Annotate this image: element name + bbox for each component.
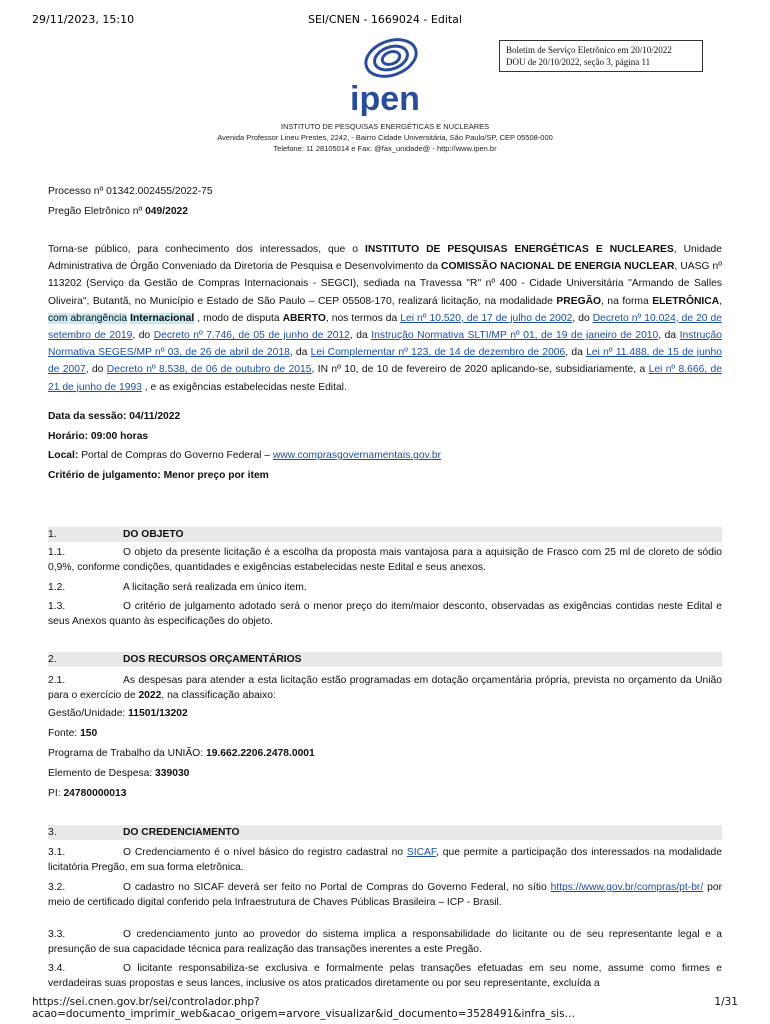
budget-gestao: Gestão/Unidade: 11501/13202 bbox=[48, 708, 188, 719]
paragraph-3-2: 3.2. O cadastro no SICAF deverá ser feito no Portal de Compras do Governo Federal, no sítio https://www.gov.br/compras/pt-br/ por meio de certificado digital conferido pela Infraestrutura de Chaves Públicas Brasileira – ICP - Brasil. bbox=[48, 882, 723, 909]
link-lc-123[interactable]: Lei Complementar nº 123, de 14 de dezembro de 2006 bbox=[310, 347, 566, 359]
institution-phone: Telefone: 11 28105014 e Fax: @fax_unidade@ - http://www.ipen.br bbox=[273, 144, 497, 153]
paragraph-1-2: 1.2. A licitação será realizada em único item. bbox=[48, 582, 307, 593]
link-lei-11488[interactable]: Lei nº 11.488, de 15 de junho de 2007 bbox=[48, 347, 722, 376]
link-sicaf[interactable]: SICAF bbox=[406, 847, 437, 858]
boletim-line-1: Boletim de Serviço Eletrônico em 20/10/2022 bbox=[506, 45, 672, 55]
footer-page-number: 1/31 bbox=[714, 996, 738, 1008]
session-date: Data da sessão: 04/11/2022 bbox=[48, 411, 181, 422]
processo-number: Processo nº 01342.002455/2022-75 bbox=[48, 186, 213, 197]
budget-programa: Programa de Trabalho da UNIÃO: 19.662.2206.2478.0001 bbox=[48, 748, 315, 759]
paragraph-3-4: 3.4. O licitante responsabiliza-se exclusiva e formalmente pelas transações efetuadas em seu nome, assume como firmes e verdadeiras suas propostas e seus lances, inclusive os atos praticados diretamente ou por seu representante, excluída a bbox=[48, 963, 722, 990]
budget-elemento: Elemento de Despesa: 339030 bbox=[48, 768, 190, 779]
link-decreto-8538[interactable]: Decreto nº 8.538, de 06 de outubro de 2015 bbox=[106, 364, 312, 376]
link-in-sltl-01[interactable]: Instrução Normativa SLTI/MP nº 01, de 19 de janeiro de 2010 bbox=[371, 330, 659, 342]
process-block bbox=[48, 184, 722, 220]
pregao-number: Pregão Eletrônico nº 049/2022 bbox=[48, 205, 189, 217]
session-block bbox=[48, 407, 722, 485]
section-header-2: 2. DOS RECURSOS ORÇAMENTÁRIOS bbox=[48, 652, 722, 667]
highlight-abrangencia: com abrangência bbox=[48, 312, 128, 324]
link-decreto-7746[interactable]: Decreto nº 7.746, de 05 de junho de 2012 bbox=[153, 330, 350, 342]
intro-paragraph: Torna-se público, para conhecimento dos interessados, que o INSTITUTO DE PESQUISAS ENERGÉTICAS E NUCLEARES, Unidade Administrativa de Órgão Conveniado da Diretoria de Pesquisa e Desenvolvimento da COMISSÃO NACIONAL DE ENERGIA NUCLEAR, UASG nº 113202 (Serviço da Gestão de Compras Internacionais - SEGCI), sediada na Travessa "R" nº 400 - Cidade Universitária "Armando de Salles Oliveira", Butantã, no Município e Estado de São Paulo – CEP 05508-170, realizará licitação, na modalidade PREGÃO, na forma ELETRÔNICA, com abrangência Internacional , modo de disputa ABERTO, nos termos da Lei nº 10.520, de 17 de julho de 2002, do Decreto nº 10.024, de 20 de setembro de 2019, do Decreto nº 7.746, de 05 de junho de 2012, da Instrução Normativa SLTI/MP nº 01, de 19 de janeiro de 2010, da Instrução Normativa SEGES/MP nº 03, de 26 de abril de 2018, da Lei Complementar nº 123, de 14 de dezembro de 2006, da Lei nº 11.488, de 15 de junho de 2007, do Decreto nº 8.538, de 06 de outubro de 2015, IN nº 10, de 10 de fevereiro de 2020 aplicando-se, subsidiariamente, a Lei nº 8.666, de 21 de junho de 1993 , e as exigências estabelecidas neste Edital. bbox=[48, 244, 723, 393]
highlight-internacional: Internacional bbox=[130, 312, 195, 324]
logo-text: ipen bbox=[350, 80, 420, 116]
print-datetime: 29/11/2023, 15:10 bbox=[32, 13, 135, 26]
institution-block bbox=[0, 121, 770, 154]
session-local: Local: Portal de Compras do Governo Federal – www.comprasgovernamentais.gov.br bbox=[48, 450, 442, 461]
boletim-box bbox=[499, 40, 703, 72]
footer-url: https://sei.cnen.gov.br/sei/controlador.php?acao=documento_imprimir_web&acao_origem=arvore_visualizar&id_documento=3528491&infra_sis… bbox=[32, 996, 576, 1020]
institution-address: Avenida Professor Lineu Prestes, 2242, - Bairro Cidade Universitária, São Paulo/SP, CEP 05508-000 bbox=[217, 133, 553, 142]
session-time: Horário: 09:00 horas bbox=[48, 430, 149, 442]
link-lei-8666[interactable]: Lei nº 8.666, de 21 de junho de 1993 bbox=[48, 364, 722, 393]
paragraph-3-1: 3.1. O Credenciamento é o nível básico do registro cadastral no SICAF, que permite a participação dos interessados na modalidade licitatória Pregão, em sua forma eletrônica. bbox=[48, 847, 722, 874]
print-title: SEI/CNEN - 1669024 - Edital bbox=[308, 13, 462, 26]
boletim-line-2: DOU de 20/10/2022, seção 3, página 11 bbox=[506, 57, 651, 67]
paragraph-1-1: 1.1. O objeto da presente licitação é a escolha da proposta mais vantajosa para a aquisição de Frasco com 25 ml de cloreto de sódio 0,9%, conforme condições, quantidades e exigências estabelecidas neste Edital e seus anexos. bbox=[48, 547, 722, 574]
ipen-logo bbox=[335, 36, 435, 116]
link-gov-compras[interactable]: https://www.gov.br/compras/pt-br/ bbox=[550, 882, 704, 893]
link-lei-10520[interactable]: Lei nº 10.520, de 17 de julho de 2002 bbox=[400, 312, 573, 324]
budget-pi: PI: 24780000013 bbox=[48, 788, 127, 799]
institution-name: INSTITUTO DE PESQUISAS ENERGÉTICAS E NUCLEARES bbox=[280, 122, 490, 131]
section-header-3: 3. DO CREDENCIAMENTO bbox=[48, 825, 722, 840]
session-criterio: Critério de julgamento: Menor preço por item bbox=[48, 469, 269, 481]
link-decreto-10024[interactable]: Decreto nº 10.024, de 20 de setembro de 2019 bbox=[48, 312, 722, 342]
paragraph-3-3: 3.3. O credenciamento junto ao provedor do sistema implica a responsabilidade do licitante ou de seu representante legal e a presunção de sua capacidade técnica para realização das transações inerentes a este Pregão. bbox=[48, 929, 722, 956]
paragraph-2-1: 2.1. As despesas para atender a esta licitação estão programadas em dotação orçamentária própria, prevista no orçamento da União para o exercício de 2022, na classificação abaixo: bbox=[48, 675, 722, 702]
link-in-seges-03[interactable]: Instrução Normativa SEGES/MP nº 03, de 26 de abril de 2018 bbox=[48, 330, 722, 359]
section-header-1: 1. DO OBJETO bbox=[48, 527, 722, 542]
link-comprasgovernamentais[interactable]: www.comprasgovernamentais.gov.br bbox=[272, 450, 442, 461]
budget-fonte: Fonte: 150 bbox=[48, 728, 98, 739]
paragraph-1-3: 1.3. O critério de julgamento adotado será o menor preço do item/maior desconto, observadas as exigências contidas neste Edital e seus Anexos quanto às especificações do objeto. bbox=[48, 601, 722, 628]
